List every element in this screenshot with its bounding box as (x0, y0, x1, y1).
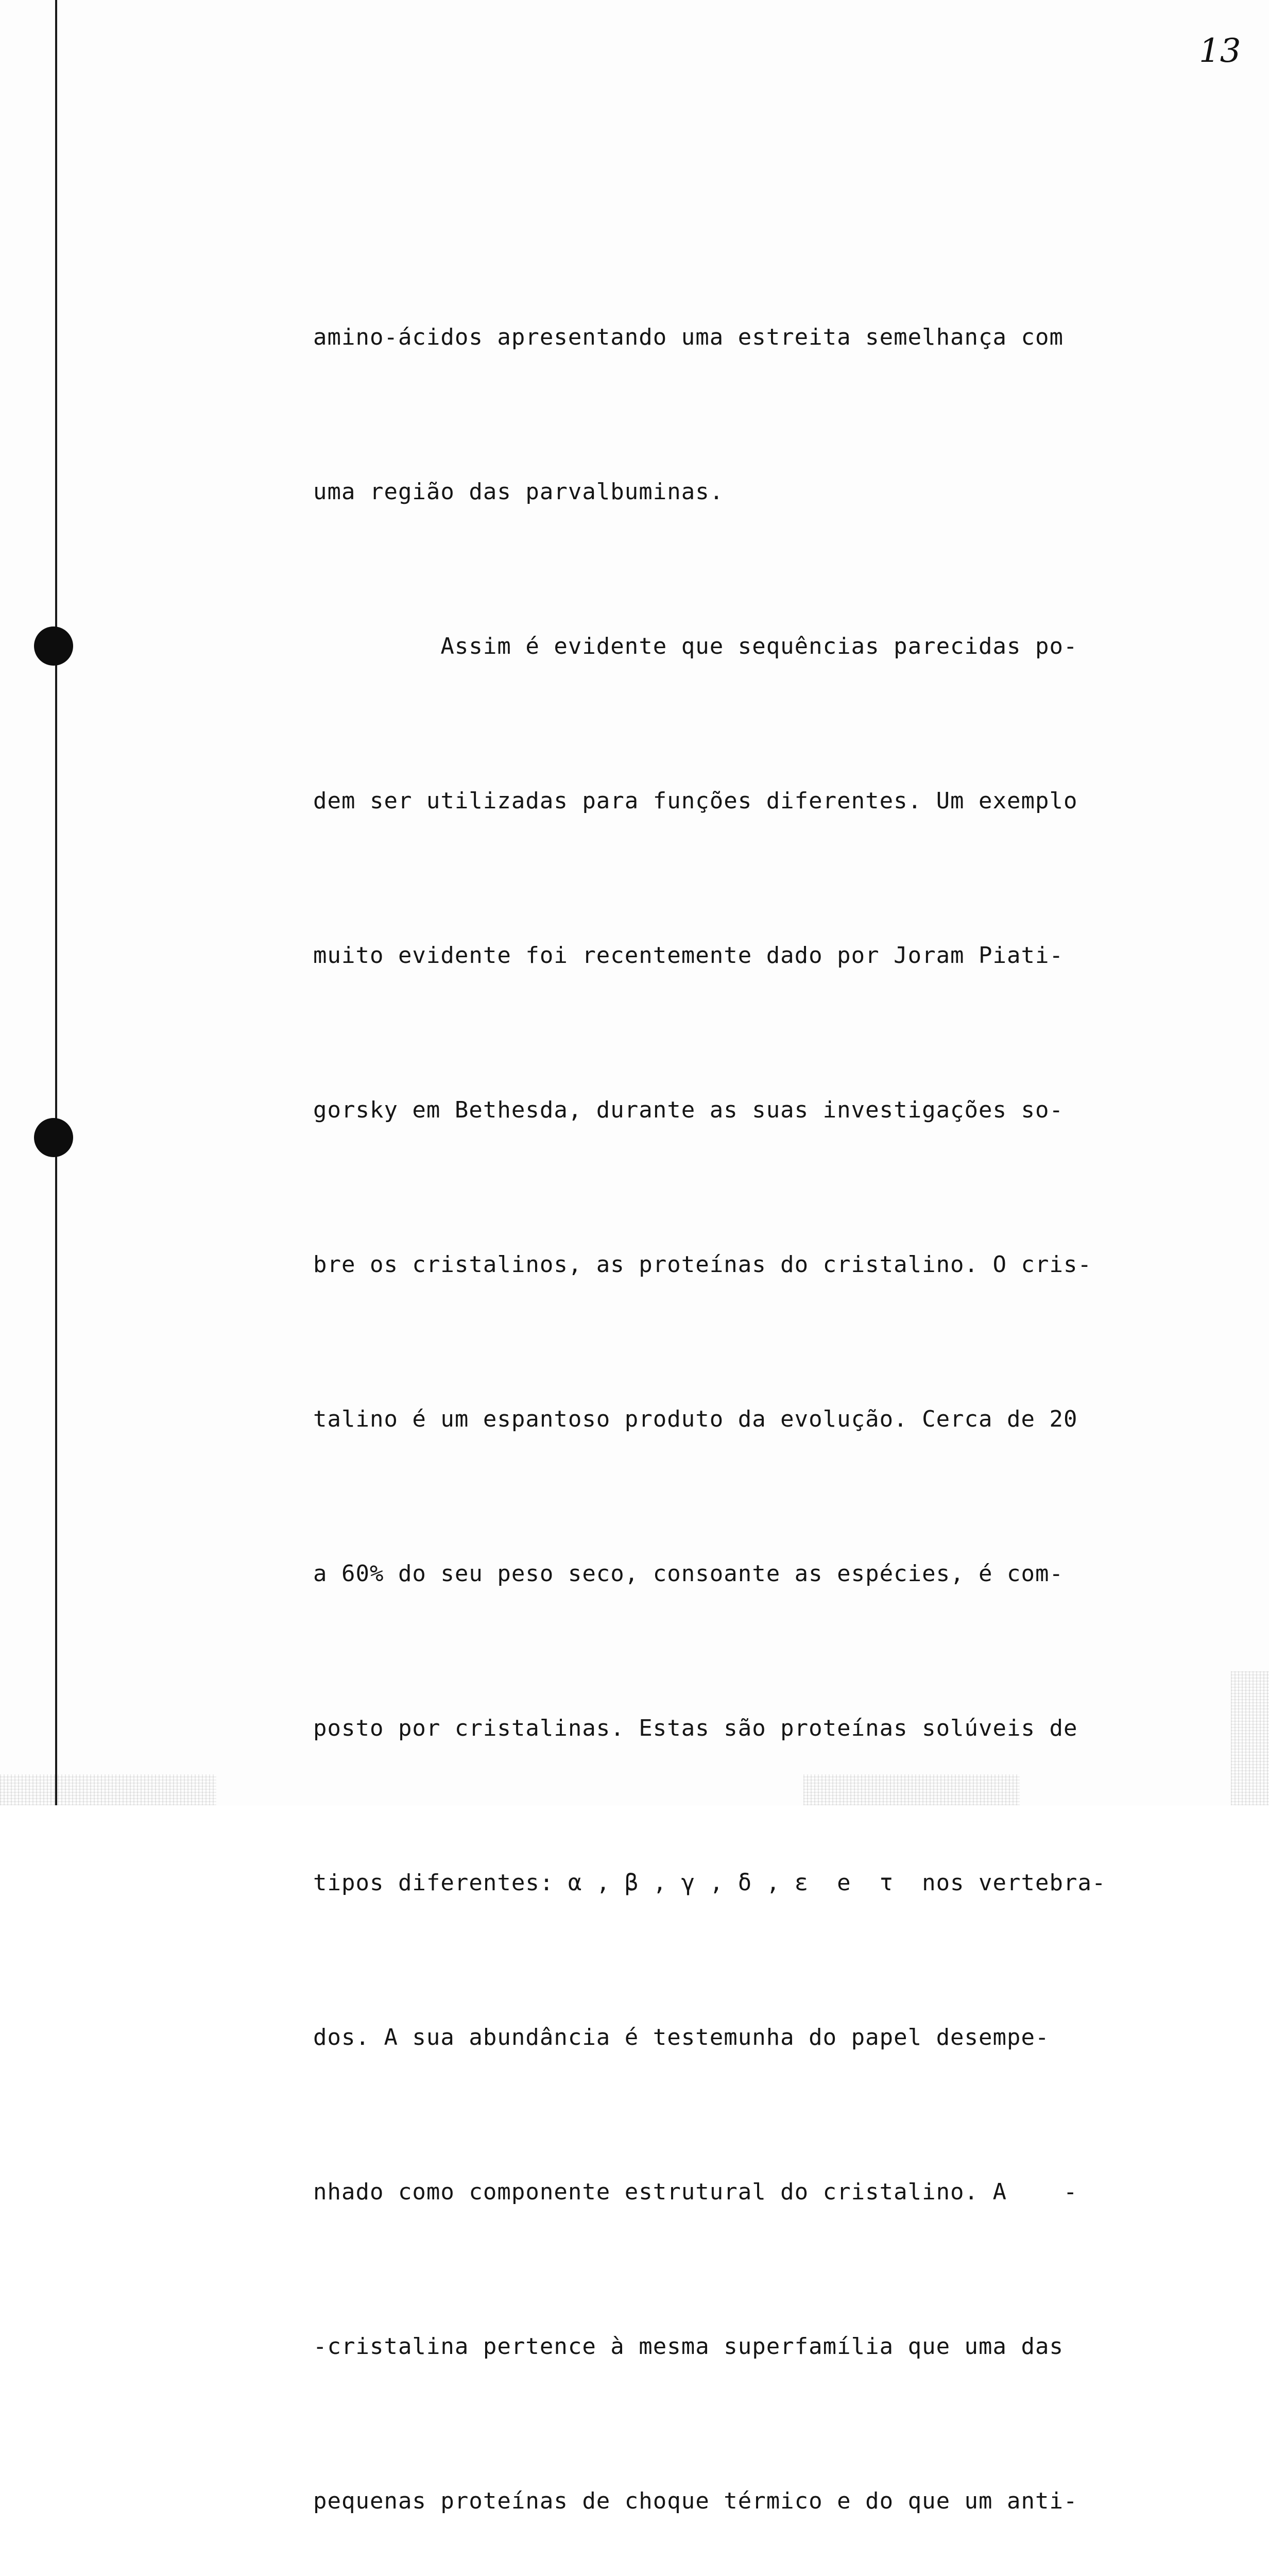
margin-rule (55, 0, 57, 1805)
text-line: amino-ácidos apresentando uma estreita semelhança com (313, 324, 1064, 350)
text-line: dos. A sua abundância é testemunha do papel desempe- (313, 2024, 1050, 2050)
text-line: Assim é evidente que sequências parecidas po- (313, 633, 1078, 659)
text-line: gorsky em Bethesda, durante as suas investigações so- (313, 1097, 1064, 1123)
scan-noise (1231, 1671, 1269, 1805)
typed-body-text (313, 209, 1168, 2576)
scan-noise (803, 1774, 1020, 1805)
text-line: dem ser utilizadas para funções diferentes. Um exemplo (313, 788, 1078, 814)
punch-hole-top (34, 626, 73, 666)
text-line: pequenas proteínas de choque térmico e do que um anti- (313, 2488, 1078, 2514)
text-line: -cristalina pertence à mesma superfamília que uma das (313, 2333, 1064, 2360)
text-line: talino é um espantoso produto da evolução. Cerca de 20 (313, 1406, 1078, 1432)
text-line: a 60% do seu peso seco, consoante as espécies, é com- (313, 1561, 1064, 1587)
text-line: posto por cristalinas. Estas são proteínas solúveis de (313, 1715, 1078, 1741)
text-line: muito evidente foi recentemente dado por Joram Piati- (313, 942, 1064, 969)
text-line: nhado como componente estrutural do cristalino. A - (313, 2179, 1078, 2205)
punch-hole-bottom (34, 1118, 73, 1157)
text-line: bre os cristalinos, as proteínas do cristalino. O cris- (313, 1251, 1092, 1278)
text-line: tipos diferentes: α , β , γ , δ , ε e τ nos vertebra- (313, 1870, 1106, 1896)
text-line: uma região das parvalbuminas. (313, 479, 724, 505)
page-number: 13 (1199, 32, 1241, 70)
scan-noise (0, 1774, 216, 1805)
